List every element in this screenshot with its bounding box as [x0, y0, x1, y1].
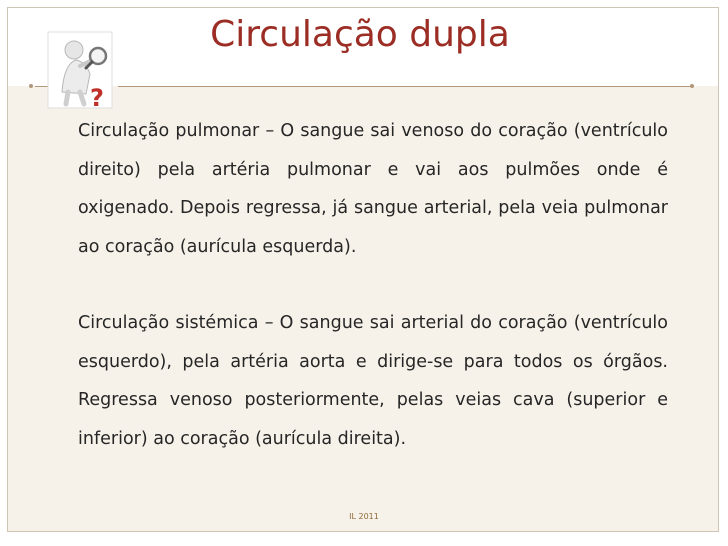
paragraph-pulmonary: Circulação pulmonar – O sangue sai venoso do coração (ventrículo direito) pela artéria pulmonar e vai aos pulmões onde é oxigenado. Depois regressa, já sangue arterial, pela veia pulmonar ao coração (aurícula esquerda). [78, 121, 668, 257]
rule-dot-left [29, 84, 33, 88]
question-mark-glyph: ? [90, 84, 104, 110]
rule-dot-right [690, 84, 694, 88]
title-rule-right [118, 86, 690, 87]
footer-label: IL 2011 [349, 512, 379, 521]
logo-graphic [46, 30, 116, 110]
slide-body [78, 112, 668, 458]
slide-title: Circulação dupla [210, 14, 510, 55]
magnifier-question-icon [46, 30, 116, 110]
paragraph-systemic: Circulação sistémica – O sangue sai arterial do coração (ventrículo esquerdo), pela artéria aorta e dirige-se para todos os órgãos. Regressa venoso posteriormente, pelas veias cava (superior e inferior) ao coração (aurícula direita). [78, 313, 668, 449]
